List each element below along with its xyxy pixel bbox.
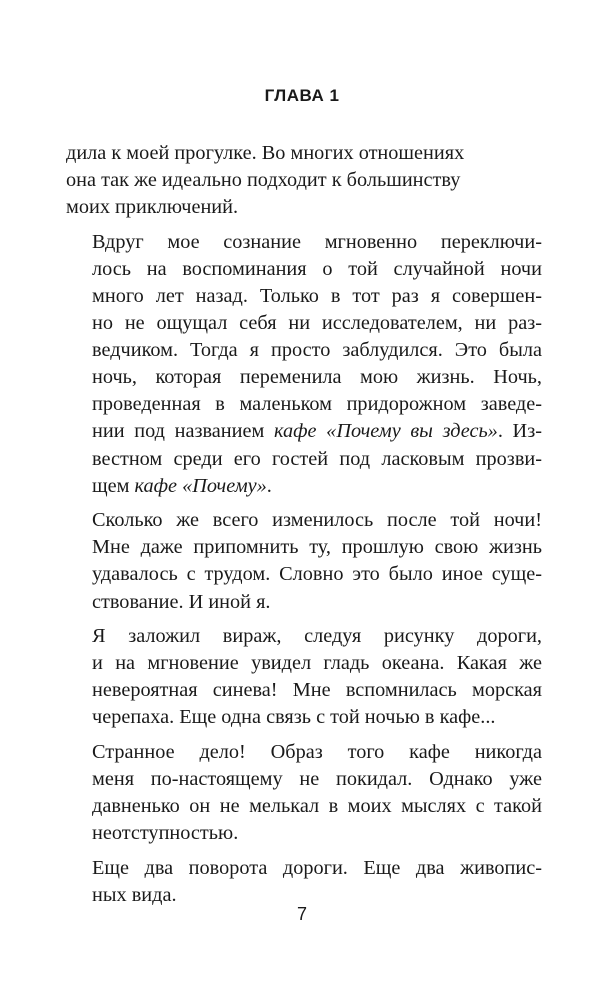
paragraph-3 — [66, 507, 542, 615]
paragraph-2 — [66, 229, 542, 500]
text-segment: щем — [92, 474, 135, 497]
text-line: черепаха. Еще одна связь с той ночью в кафе... — [92, 706, 496, 729]
text-line: много лет назад. Только в тот раз я совершен- — [92, 284, 542, 307]
paragraph-5 — [66, 739, 542, 847]
text-line: вестном среди его гостей под ласковым прозви- — [92, 447, 542, 470]
text-line: лось на воспоминания о той случайной ночи — [92, 257, 542, 280]
text-line: неотступностью. — [92, 822, 239, 845]
text-line: ночь, которая переменила мою жизнь. Ночь, — [92, 366, 542, 389]
text-line: невероятная синева! Мне вспомнилась морская — [92, 679, 542, 702]
text-line: и на мгновение увидел гладь океана. Какая же — [92, 652, 542, 675]
text-line: Странное дело! Образ того кафе никогда — [92, 740, 542, 763]
text-line: ведчиком. Тогда я просто заблудился. Это была — [92, 339, 542, 362]
text-line: Еще два поворота дороги. Еще два живопис- — [92, 856, 542, 879]
chapter-heading: ГЛАВА 1 — [264, 86, 340, 105]
text-line: моих приключений. — [66, 196, 239, 219]
text-line: меня по-настоящему не покидал. Однако уже — [92, 768, 542, 791]
text-line-content: она так же идеально подходит к большинству — [66, 169, 461, 192]
text-segment: . Из- — [497, 420, 542, 443]
text-line: Вдруг мое сознание мгновенно переключи- — [92, 230, 542, 253]
text-line — [66, 473, 542, 500]
text-line — [66, 167, 542, 194]
text-line: ных вида. — [92, 883, 177, 906]
paragraph-4 — [66, 623, 542, 731]
cafe-nickname-italic: кафе «Почему» — [134, 474, 267, 497]
text-line: удавалось с трудом. Словно это было иное суще- — [92, 563, 542, 586]
text-line: Я заложил вираж, следуя рисунку дороги, — [92, 625, 542, 648]
text-line: ствование. И иной я. — [92, 590, 271, 613]
cafe-name-italic: кафе «Почему вы здесь» — [274, 420, 498, 443]
text-line: Мне даже припомнить ту, прошлую свою жизнь — [92, 536, 542, 559]
text-line — [66, 140, 542, 167]
text-line: но не ощущал себя ни исследователем, ни раз- — [92, 312, 542, 335]
text-line: давненько он не мелькал в моих мыслях с такой — [92, 795, 542, 818]
text-line-content: дила к моей прогулке. Во многих отношениях — [66, 142, 465, 164]
text-line: Сколько же всего изменилось после той ночи! — [92, 509, 542, 532]
text-segment: нии под названием — [92, 420, 274, 443]
body-text — [66, 140, 542, 917]
text-line: проведенная в маленьком придорожном заведе- — [92, 393, 542, 416]
paragraph-1 — [66, 140, 542, 221]
text-line — [66, 418, 542, 445]
paragraph-6 — [66, 855, 542, 909]
page-number: 7 — [296, 904, 307, 924]
text-segment: . — [266, 474, 272, 497]
